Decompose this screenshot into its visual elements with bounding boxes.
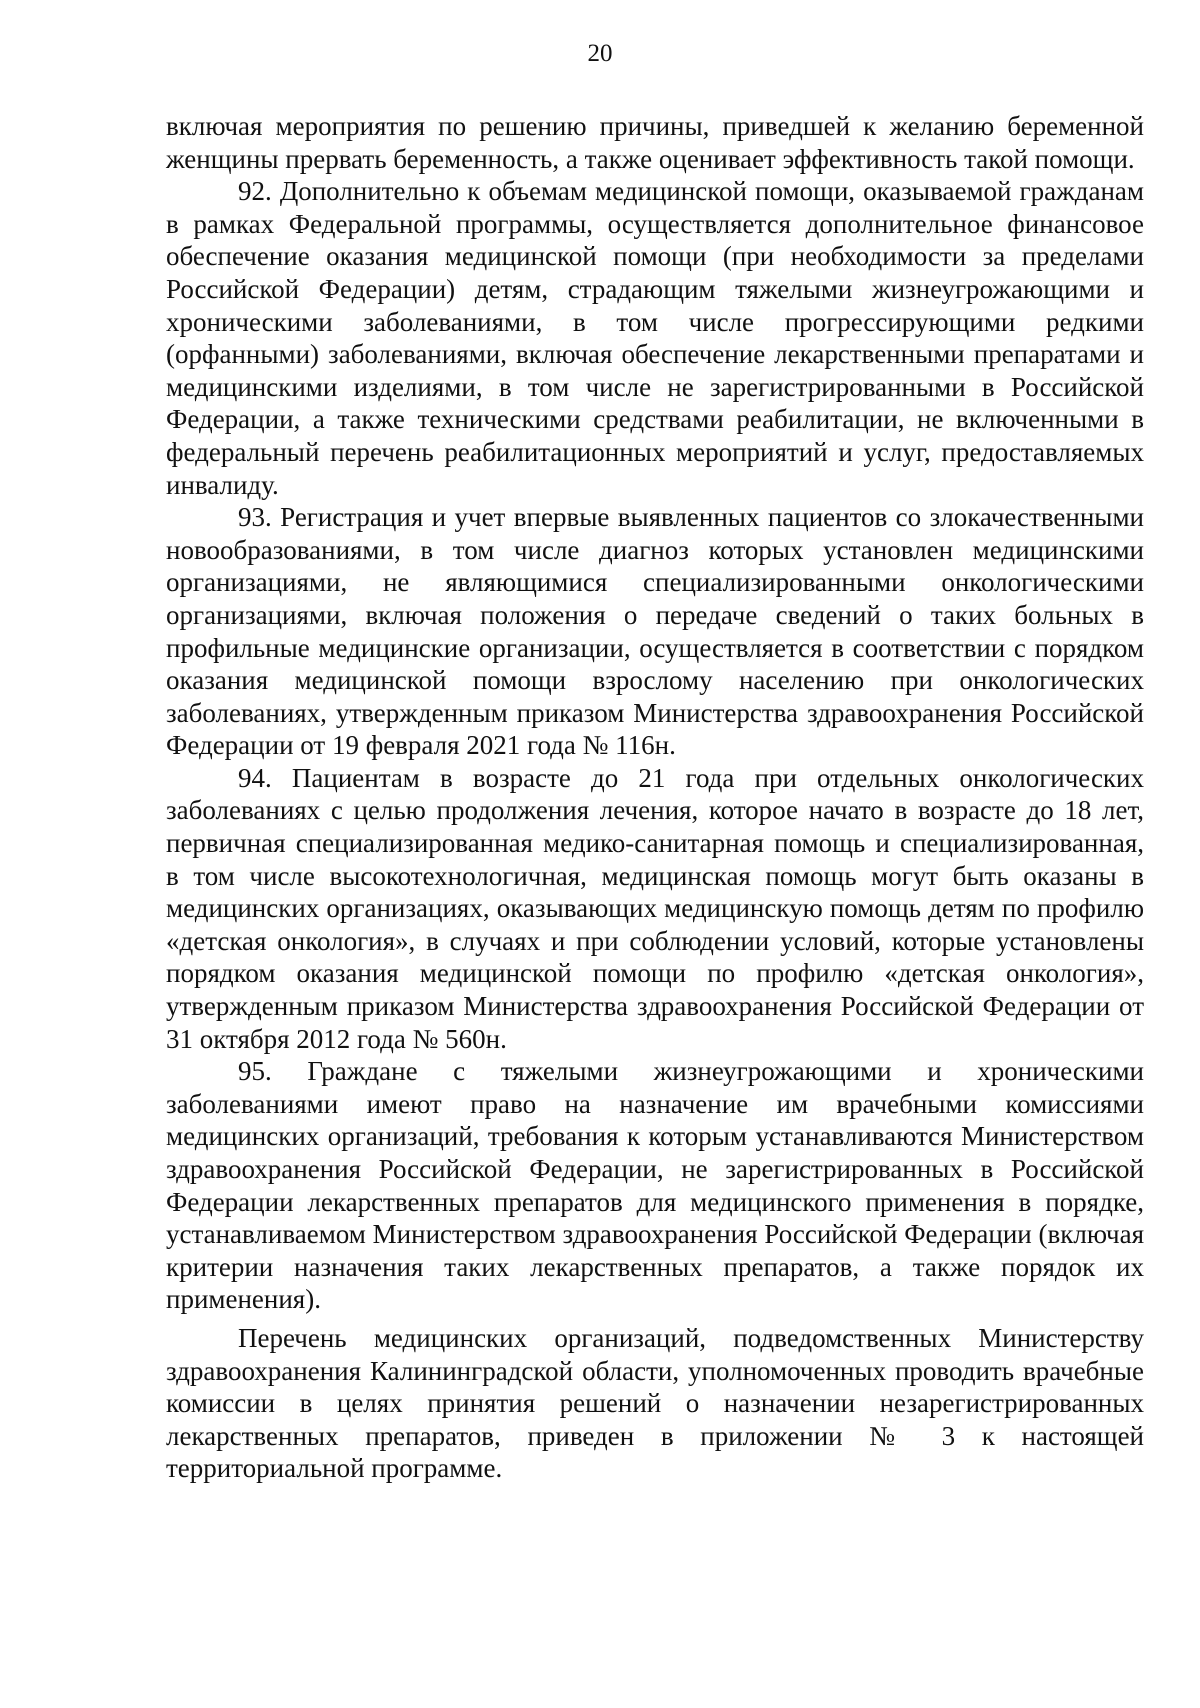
paragraph-item-94: 94. Пациентам в возрасте до 21 года при отдельных онкологических заболеваниях с целью продолжения лечения, которое начато в возрасте до 18 лет, первичная специализированная медико-санитарная помощь и специализированная, в том числе высокотехнологичная, медицинская помощь могут быть оказаны в медицинских организациях, оказывающих медицинскую помощь детям по профилю «детская онкология», в случаях и при соблюдении условий, которые установлены порядком оказания медицинской помощи по профилю «детская онкология», утвержденным приказом Министерства здравоохранения Российской Федерации от 31 октября 2012 года № 560н. — [166, 762, 1144, 1054]
paragraph-list-reference: Перечень медицинских организаций, подведомственных Министерству здравоохранения Калининградской области, уполномоченных проводить врачебные комиссии в целях принятия решений о назначении незарегистрированных лекарственных препаратов, приведен в приложении № 3 к настоящей территориальной программе. — [166, 1322, 1144, 1484]
page-number: 20 — [587, 40, 613, 67]
paragraph-continuation: включая мероприятия по решению причины, приведшей к желанию беременной женщины прервать беременность, а также оценивает эффективность такой помощи. — [166, 111, 1144, 174]
document-body — [166, 110, 1144, 1485]
paragraph-item-95: 95. Граждане с тяжелыми жизнеугрожающими и хроническими заболеваниями имеют право на назначение им врачебными комиссиями медицинских организаций, требования к которым устанавливаются Министерством здравоохранения Российской Федерации, не зарегистрированных в Российской Федерации лекарственных препаратов для медицинского применения в порядке, устанавливаемом Министерством здравоохранения Российской Федерации (включая критерии назначения таких лекарственных препаратов, а также порядок их применения). — [166, 1056, 1144, 1315]
paragraph-item-92: 92. Дополнительно к объемам медицинской помощи, оказываемой гражданам в рамках Федеральной программы, осуществляется дополнительное финансовое обеспечение оказания медицинской помощи (при необходимости за пределами Российской Федерации) детям, страдающим тяжелыми жизнеугрожающими и хроническими заболеваниями, в том числе прогрессирующими редкими (орфанными) заболеваниями, включая обеспечение лекарственными препаратами и медицинскими изделиями, в том числе не зарегистрированными в Российской Федерации, а также техническими средствами реабилитации, не включенными в федеральный перечень реабилитационных мероприятий и услуг, предоставляемых инвалиду. — [166, 176, 1144, 500]
paragraph-item-93: 93. Регистрация и учет впервые выявленных пациентов со злокачественными новообразованиями, в том числе диагноз которых установлен медицинскими организациями, не являющимися специализированными онкологическими организациями, включая положения о передаче сведений о таких больных в профильные медицинские организации, осуществляется в соответствии с порядком оказания медицинской помощи взрослому населению при онкологических заболеваниях, утвержденным приказом Министерства здравоохранения Российской Федерации от 19 февраля 2021 года № 116н. — [166, 502, 1144, 761]
